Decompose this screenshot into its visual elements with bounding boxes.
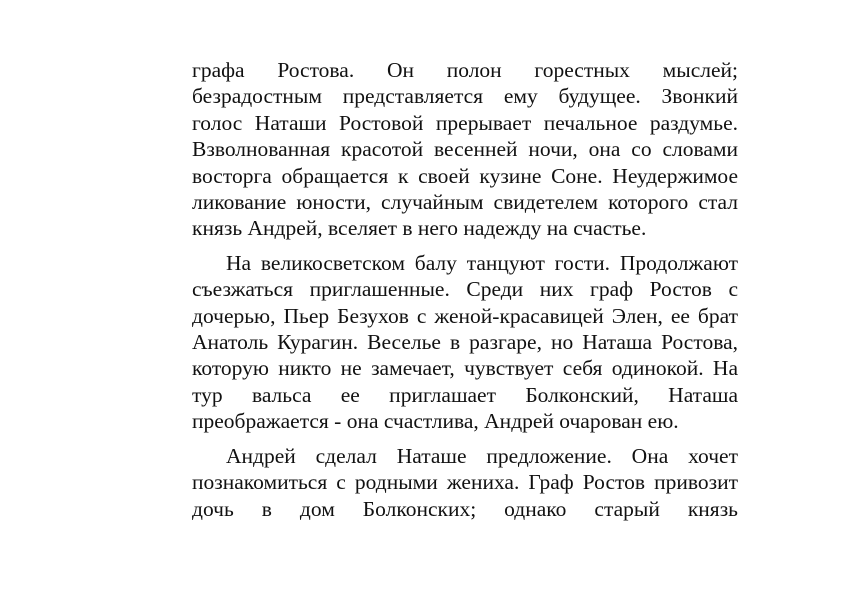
text-line: Анатоль Курагин. Веселье в разгаре, но Наташа Ростова, — [192, 330, 738, 355]
document-text — [192, 57, 738, 530]
text-line: преображается - она счастлива, Андрей очарован ею. — [192, 409, 679, 434]
text-line: князь Андрей, вселяет в него надежду на счастье. — [192, 216, 647, 241]
text-line: которую никто не замечает, чувствует себя одинокой. На — [192, 356, 738, 381]
text-line: безрадостным представляется ему будущее. Звонкий — [192, 84, 738, 109]
text-line: Взволнованная красотой весенней ночи, она со словами — [192, 137, 738, 162]
text-line: тур вальса ее приглашает Болконский, Наташа — [192, 382, 738, 407]
paragraph-2 — [192, 250, 738, 435]
text-line: познакомиться с родными жениха. Граф Ростов привозит — [192, 470, 738, 495]
text-line: Андрей сделал Наташе предложение. Она хочет — [226, 443, 738, 468]
text-line: дочерью, Пьер Безухов с женой-красавицей Элен, ее брат — [192, 303, 738, 328]
text-line: съезжаться приглашенные. Среди них граф Ростов с — [192, 277, 738, 302]
text-line: голос Наташи Ростовой прерывает печальное раздумье. — [192, 110, 738, 135]
paragraph-3 — [192, 443, 738, 522]
text-line: На великосветском балу танцуют гости. Продолжают — [226, 250, 738, 275]
text-line: графа Ростова. Он полон горестных мыслей; — [192, 58, 738, 82]
paragraph-1 — [192, 57, 738, 242]
text-line: ликование юности, случайным свидетелем которого стал — [192, 190, 738, 215]
text-line: восторга обращается к своей кузине Соне. Неудержимое — [192, 163, 738, 188]
text-line: дочь в дом Болконских; однако старый князь — [192, 496, 738, 521]
